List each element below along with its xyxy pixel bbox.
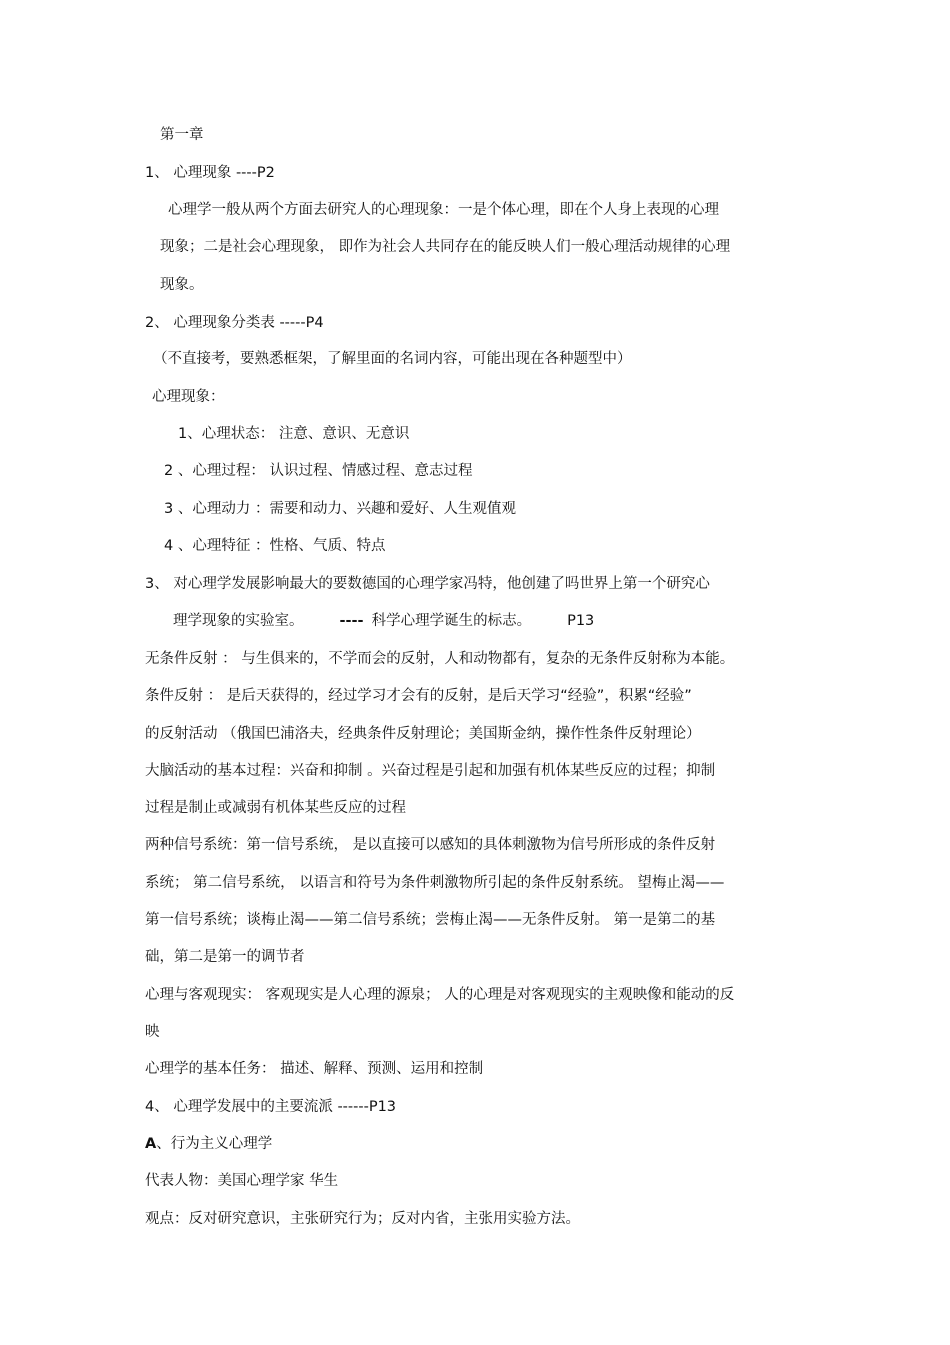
body-line: 条件反射 ： 是后天获得的，经过学习才会有的反射，是后天学习“经验”，积累“经验” <box>145 688 692 704</box>
body-line: 大脑活动的基本过程：兴奋和抑制 。兴奋过程是引起和加强有机体某些反应的过程；抑制 <box>145 763 716 779</box>
body-line: 两种信号系统：第一信号系统， 是以直接可以感知的具体刺激物为信号所形成的条件反射 <box>145 837 716 853</box>
subheading-title: 、行为主义心理学 <box>156 1136 273 1152</box>
section-3-page-ref: P13 <box>567 613 595 629</box>
body-line: 第一信号系统；谈梅止渴——第二信号系统；尝梅止渴——无条件反射。 第一是第二的基 <box>145 912 716 928</box>
viewpoint-line: 观点：反对研究意识，主张研究行为；反对内省，主张用实验方法。 <box>145 1211 580 1227</box>
section-3-dash: ---- <box>339 613 364 629</box>
classification-item: 3 、心理动力 ：需要和动力、兴趣和爱好、人生观值观 <box>164 501 516 517</box>
chapter-title: 第一章 <box>160 127 204 143</box>
section-2-note: （不直接考，要熟悉框架，了解里面的名词内容，可能出现在各种题型中） <box>153 351 632 367</box>
body-line: 心理与客观现实： 客观现实是人心理的源泉； 人的心理是对客观现实的主观映像和能动的反 <box>145 987 735 1003</box>
section-4-heading: 4、 心理学发展中的主要流派 ------P13 <box>145 1099 397 1115</box>
section-2-heading: 2、 心理现象分类表 -----P4 <box>145 315 324 331</box>
body-line: 映 <box>145 1024 160 1040</box>
section-3-line-2 <box>173 611 594 631</box>
section-4-subheading <box>145 1134 272 1154</box>
body-line: 系统； 第二信号系统， 以语言和符号为条件刺激物所引起的条件反射系统。 望梅止渴—— <box>145 875 725 891</box>
subheading-letter: A <box>145 1136 157 1152</box>
body-line: 心理学的基本任务： 描述、解释、预测、运用和控制 <box>145 1061 484 1077</box>
section-3-lab-text: 理学现象的实验室。 <box>173 613 304 629</box>
section-1-heading: 1、 心理现象 ----P2 <box>145 165 275 181</box>
body-line: 础，第二是第一的调节者 <box>145 949 305 965</box>
section-1-paragraph-line-2: 现象；二是社会心理现象， 即作为社会人共同存在的能反映人们一般心理活动规律的心理 <box>160 239 731 255</box>
body-line: 无条件反射 ： 与生俱来的，不学而会的反射，人和动物都有，复杂的无条件反射称为本能。 <box>145 651 735 667</box>
classification-item: 1、心理状态： 注意、意识、无意识 <box>178 426 410 442</box>
classification-item: 4 、心理特征 ：性格、气质、特点 <box>164 538 386 554</box>
classification-item: 2 、心理过程： 认识过程、情感过程、意志过程 <box>164 463 473 479</box>
section-3-line-1: 3、 对心理学发展影响最大的要数德国的心理学家冯特，他创建了吗世界上第一个研究心 <box>145 576 710 592</box>
section-1-paragraph-line-1: 心理学一般从两个方面去研究人的心理现象：一是个体心理，即在个人身上表现的心理 <box>168 202 719 218</box>
body-line: 的反射活动 （俄国巴浦洛夫，经典条件反射理论；美国斯金纳，操作性条件反射理论） <box>145 726 701 742</box>
representative-line: 代表人物：美国心理学家 华生 <box>145 1173 339 1189</box>
section-2-label: 心理现象： <box>152 389 225 405</box>
section-1-paragraph-line-3: 现象。 <box>160 277 204 293</box>
section-3-birth-text: 科学心理学诞生的标志。 <box>371 613 532 629</box>
body-line: 过程是制止或减弱有机体某些反应的过程 <box>145 800 406 816</box>
